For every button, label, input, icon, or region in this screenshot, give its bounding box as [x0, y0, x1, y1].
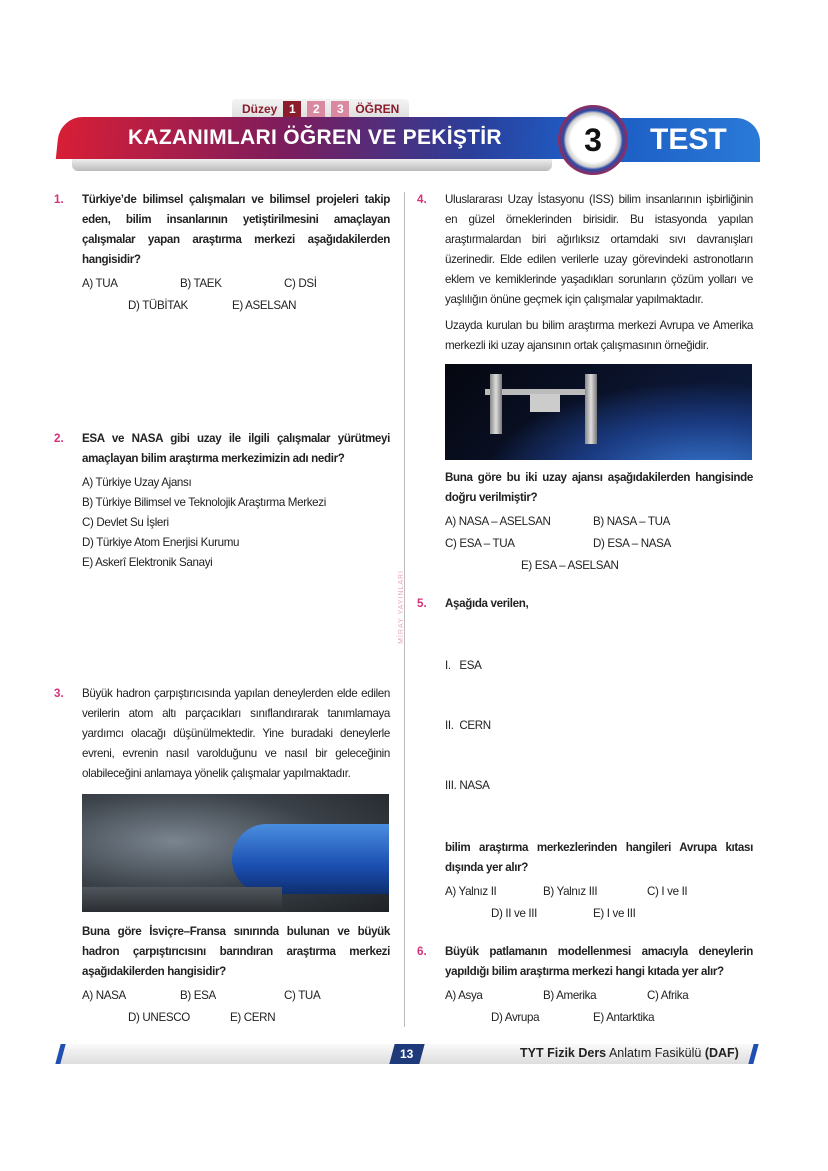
item-2: II. CERN: [445, 719, 491, 732]
option-d[interactable]: D) Avrupa: [491, 1011, 540, 1024]
option-b[interactable]: B) ESA: [180, 989, 216, 1002]
option-e[interactable]: E) ESA – ASELSAN: [521, 559, 619, 572]
option-a[interactable]: A) TUA: [82, 277, 118, 290]
option-a[interactable]: A) NASA: [82, 989, 126, 1002]
question-number: 3.: [54, 687, 64, 700]
book-abbr: (DAF): [704, 1046, 739, 1060]
question-number: 5.: [417, 597, 427, 610]
level-2: 2: [307, 101, 325, 117]
option-a[interactable]: A) Asya: [445, 989, 483, 1002]
hadron-collider-image: [82, 794, 389, 912]
option-b[interactable]: B) Türkiye Bilimsel ve Teknolojik Araştırma Merkezi: [82, 496, 326, 509]
question-6: [417, 942, 753, 1030]
question-text: Türkiye’de bilimsel çalışmaları ve bilimsel projeleri takip eden, bilim insanlarının yetiştirilmesini amaçlayan çalışmalar yapan araştırma merkezi aşağıdakilerden hangisidir?: [82, 193, 390, 266]
option-a[interactable]: A) Türkiye Uzay Ajansı: [82, 476, 192, 489]
option-e[interactable]: E) Askerî Elektronik Sanayi: [82, 556, 213, 569]
page-number-text: 13: [400, 1047, 414, 1061]
question-text: Büyük hadron çarpıştırıcısında yapılan deneylerden elde edilen verilerin atom altı parçacıkları sınıflandırarak tanımlamaya yardımcı olacağı düşünülmektedir. Yine buradaki deneylerle evreni, evrenin nasıl varolduğunu ve nasıl bir geleceğinin olabileceğini anlamaya yönelik çalışmalar yapılmaktadır.: [82, 687, 390, 780]
book-title-light: Anlatım Fasikülü: [608, 1046, 702, 1060]
question-text: Uluslararası Uzay İstasyonu (ISS) bilim insanlarının işbirliğinin en güzel örneklerinden birisidir. Bu istasyonda yapılan araştırmalardan biri ağırlıksız ortamdaki sıvı davranışları üzerinedir. Elde edilen verilerle uzay görevindeki astronotların eklem ve kemiklerinde yaşadıkları sorunların çözüm yolları ve yaşlılığın önüne geçmek için çalışmalar yapılmaktadır.: [445, 193, 753, 306]
question-4: [417, 190, 753, 578]
level-3: 3: [331, 101, 349, 117]
option-d[interactable]: D) TÜBİTAK: [128, 299, 188, 312]
watermark: MİRAY YAYINLARI: [398, 570, 405, 644]
option-d[interactable]: D) UNESCO: [128, 1011, 190, 1024]
test-label: TEST: [650, 123, 727, 156]
test-label-box: [620, 118, 760, 162]
page-number: [389, 1044, 424, 1064]
level-indicator: [232, 99, 409, 119]
option-e[interactable]: E) ASELSAN: [232, 299, 297, 312]
question-text: Büyük patlamanın modellenmesi amacıyla deneylerin yapıldığı bilim araştırma merkezi hangi kıtada yer alır?: [445, 945, 753, 978]
banner-shadow: [72, 159, 552, 171]
left-column: [54, 190, 390, 1030]
option-e[interactable]: E) CERN: [230, 1011, 276, 1024]
option-e[interactable]: E) Antarktika: [593, 1011, 655, 1024]
book-title: [520, 1046, 739, 1060]
question-1: [54, 190, 390, 318]
option-a[interactable]: A) NASA – ASELSAN: [445, 515, 551, 528]
option-d[interactable]: D) ESA – NASA: [593, 537, 671, 550]
option-c[interactable]: C) TUA: [284, 989, 321, 1002]
question-number: 2.: [54, 432, 64, 445]
question-number: 4.: [417, 193, 427, 206]
question-text: Aşağıda verilen,: [445, 597, 529, 610]
option-b[interactable]: B) NASA – TUA: [593, 515, 671, 528]
option-b[interactable]: B) TAEK: [180, 277, 222, 290]
question-text: ESA ve NASA gibi uzay ile ilgili çalışmalar yürütmeyi amaçlayan bilim araştırma merkezimizin adı nedir?: [82, 432, 390, 465]
question-5: [417, 594, 753, 926]
option-b[interactable]: B) Amerika: [543, 989, 597, 1002]
book-title-bold: TYT Fizik Ders: [520, 1046, 607, 1060]
option-c[interactable]: C) ESA – TUA: [445, 537, 515, 550]
question-number: 6.: [417, 945, 427, 958]
question-2: [54, 429, 390, 573]
item-1: I. ESA: [445, 659, 482, 672]
title-banner: [56, 117, 580, 159]
question-stem: Buna göre İsviçre–Fransa sınırında bulunan ve büyük hadron çarpıştırıcısını barındıran araştırma merkezi aşağıdakilerden hangisidir?: [82, 925, 390, 978]
option-d[interactable]: D) II ve III: [491, 907, 538, 920]
page-title: KAZANIMLARI ÖĞREN VE PEKİŞTİR: [128, 126, 502, 149]
option-d[interactable]: D) Türkiye Atom Enerjisi Kurumu: [82, 536, 240, 549]
space-station-image: [445, 364, 752, 460]
level-label: Düzey: [242, 102, 278, 116]
level-1: 1: [283, 101, 301, 117]
question-stem: bilim araştırma merkezlerinden hangileri Avrupa kıtası dışında yer alır?: [445, 841, 753, 874]
question-number: 1.: [54, 193, 64, 206]
test-number-badge: [558, 105, 628, 175]
question-3: [54, 684, 390, 1030]
level-word: ÖĞREN: [355, 102, 400, 116]
option-c[interactable]: C) Afrika: [647, 989, 689, 1002]
right-column: [417, 190, 753, 1030]
option-c[interactable]: C) Devlet Su İşleri: [82, 516, 169, 529]
option-e[interactable]: E) I ve III: [593, 907, 636, 920]
option-c[interactable]: C) DSİ: [284, 277, 317, 290]
item-3: III. NASA: [445, 779, 490, 792]
option-c[interactable]: C) I ve II: [647, 885, 688, 898]
question-text-2: Uzayda kurulan bu bilim araştırma merkezi Avrupa ve Amerika merkezli iki uzay ajansının ortak çalışmasının örneğidir.: [445, 319, 753, 352]
option-b[interactable]: B) Yalnız III: [543, 885, 598, 898]
test-number: 3: [584, 121, 602, 158]
question-stem: Buna göre bu iki uzay ajansı aşağıdakilerden hangisinde doğru verilmiştir?: [445, 471, 753, 504]
option-a[interactable]: A) Yalnız II: [445, 885, 497, 898]
